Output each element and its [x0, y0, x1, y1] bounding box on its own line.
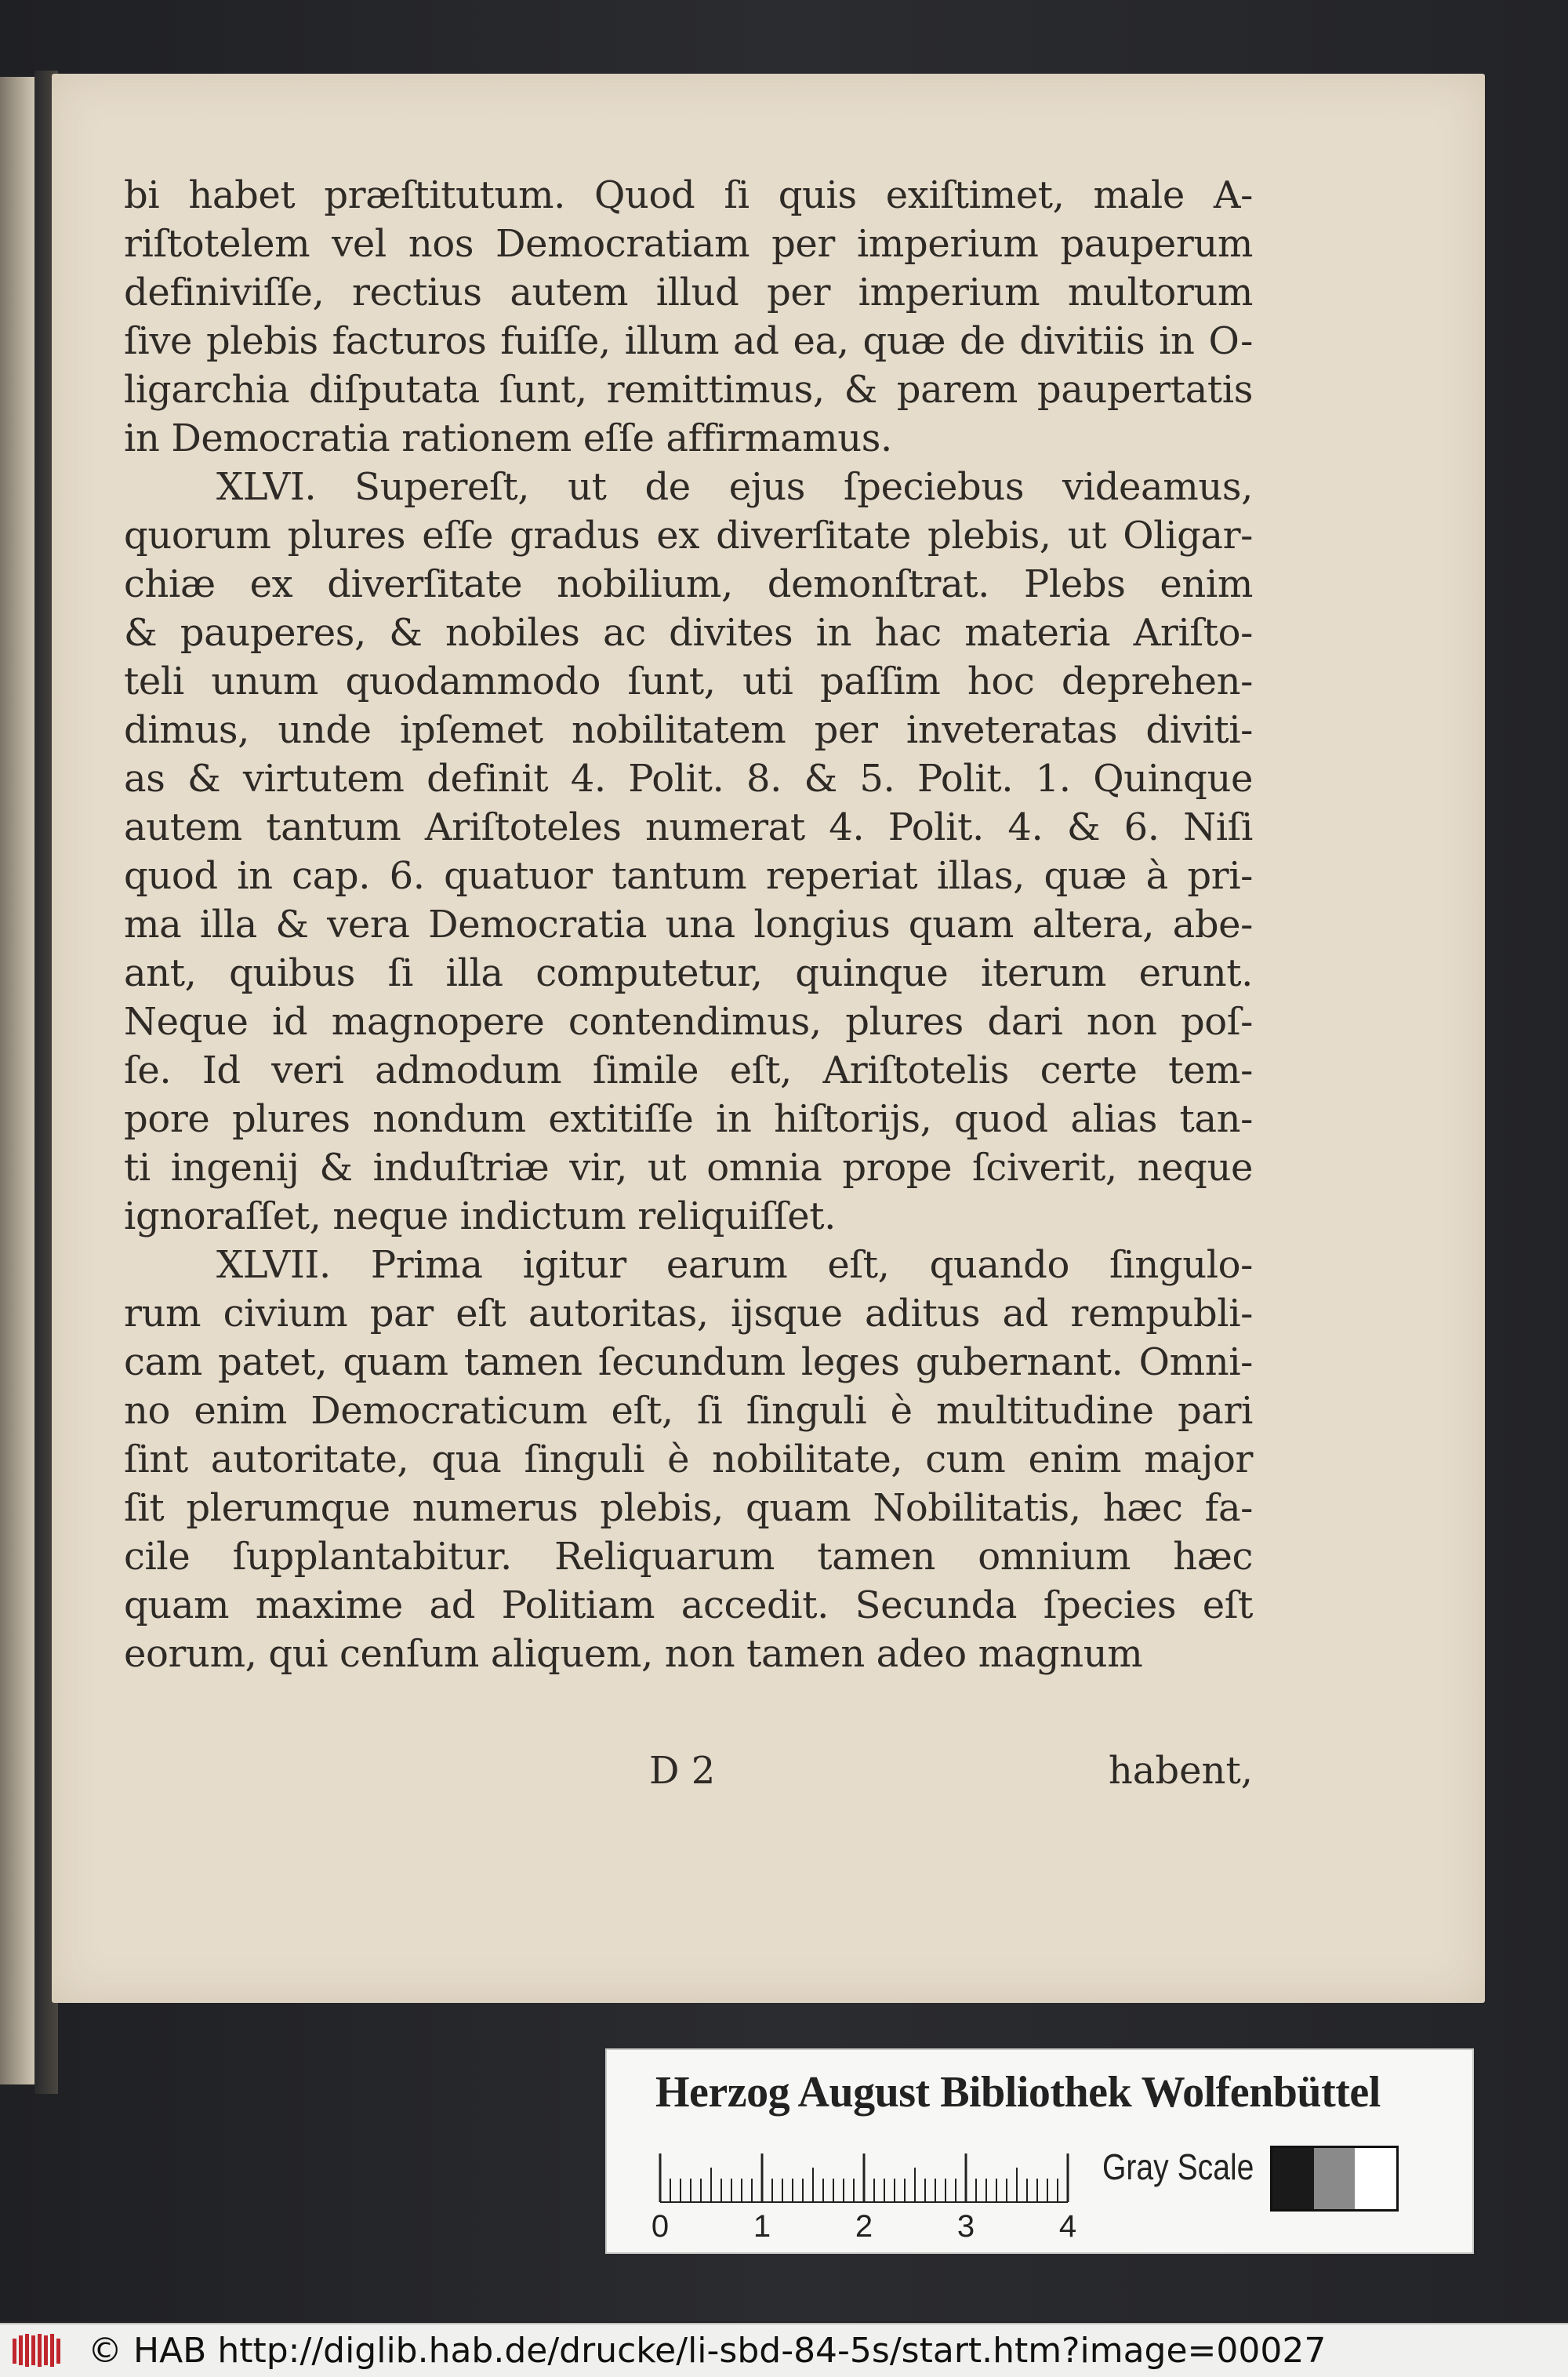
text-line: XLVI. Supereſt, ut de ejus ſpeciebus videamus,: [216, 465, 1253, 509]
ruler-number: 2: [855, 2209, 873, 2244]
text-line: eorum, qui cenſum aliquem, non tamen adeo magnum: [124, 1632, 1143, 1676]
text-line: in Democratia rationem eſſe affirmamus.: [124, 416, 892, 460]
text-line: quod in cap. 6. quatuor tantum reperiat illas, quæ à pri-: [124, 854, 1253, 898]
text-line: definiviſſe, rectius autem illud per imperium multorum: [124, 271, 1253, 314]
text-line: ſe. Id veri admodum ſimile eſt, Ariſtotelis certe tem-: [124, 1049, 1253, 1092]
text-line: ligarchia diſputata ſunt, remittimus, & parem paupertatis: [124, 368, 1253, 412]
text-line: as & virtutem definit 4. Polit. 8. & 5. Polit. 1. Quinque: [124, 757, 1253, 801]
ruler-number: 3: [956, 2209, 975, 2244]
text-line: no enim Democraticum eſt, ſi ſinguli è multitudine pari: [124, 1389, 1253, 1433]
page-text-block: [124, 171, 1253, 1678]
text-line: ſint autoritate, qua ſinguli è nobilitate, cum enim major: [124, 1437, 1253, 1481]
text-line: teli unum quodammodo ſunt, uti paſſim hoc deprehen-: [124, 660, 1253, 703]
gray-patch: [1355, 2148, 1396, 2209]
text-line: chiæ ex diverſitate nobilium, demonſtrat. Plebs enim: [124, 562, 1253, 606]
status-bar: [0, 2323, 1568, 2377]
copyright-url-text: © HAB http://diglib.hab.de/drucke/li-sbd-84-5s/start.htm?image=00027: [88, 2331, 1327, 2371]
text-line: XLVII. Prima igitur earum eſt, quando ſingulo-: [216, 1243, 1253, 1287]
text-line: & pauperes, & nobiles ac divites in hac materia Ariſto-: [124, 611, 1253, 655]
text-line: quorum plures eſſe gradus ex diverſitate plebis, ut Oligar-: [124, 514, 1253, 558]
text-line: ſit plerumque numerus plebis, quam Nobilitatis, hæc fa-: [124, 1486, 1253, 1530]
page-footer: [124, 1746, 1253, 1795]
grayscale-label: Gray Scale: [1102, 2146, 1254, 2187]
gray-patch: [1314, 2148, 1356, 2209]
text-line: Neque id magnopere contendimus, plures dari non poſ-: [124, 1000, 1253, 1044]
text-line: ignoraſſet, neque indictum reliquiſſet.: [124, 1194, 836, 1238]
text-line: cile ſupplantabitur. Reliquarum tamen omnium hæc: [124, 1535, 1253, 1579]
library-name: Herzog August Bibliothek Wolfenbüttel: [655, 2068, 1381, 2117]
text-line: cam patet, quam tamen ſecundum leges gubernant. Omni-: [124, 1340, 1253, 1384]
text-line: pore plures nondum extitiſſe in hiſtorijs, quod alias tan-: [124, 1097, 1253, 1141]
color-target-card: [605, 2048, 1474, 2254]
signature-mark: D 2: [649, 1749, 716, 1793]
text-line: quam maxime ad Politiam accedit. Secunda ſpecies eſt: [124, 1583, 1253, 1627]
text-line: autem tantum Ariſtoteles numerat 4. Polit. 4. & 6. Niſi: [124, 805, 1253, 849]
text-line: riſtotelem vel nos Democratiam per imperium pauperum: [124, 222, 1253, 266]
hab-logo-icon: [9, 2331, 66, 2370]
catchword: habent,: [1108, 1749, 1253, 1793]
text-line: ma illa & vera Democratia una longius quam altera, abe-: [124, 903, 1253, 947]
ruler-scale: [651, 2146, 1077, 2244]
book-page: [52, 74, 1485, 2003]
text-line: ſive plebis facturos fuiſſe, illum ad ea, quæ de divitiis in O-: [124, 319, 1253, 363]
ruler-number: 0: [651, 2209, 670, 2244]
text-line: dimus, unde ipſemet nobilitatem per inveteratas diviti-: [124, 708, 1253, 752]
text-line: ti ingenij & induſtriæ vir, ut omnia prope ſciverit, neque: [124, 1146, 1253, 1190]
text-line: ant, quibus ſi illa computetur, quinque iterum erunt.: [124, 951, 1253, 995]
gray-scale-patches: [1270, 2146, 1399, 2212]
gray-patch: [1272, 2148, 1314, 2209]
ruler-number: 1: [753, 2209, 771, 2244]
facing-page-edge: [0, 77, 38, 2084]
text-line: rum civium par eſt autoritas, ijsque aditus ad rempubli-: [124, 1292, 1253, 1336]
ruler-number: 4: [1058, 2209, 1077, 2244]
text-line: bi habet præſtitutum. Quod ſi quis exiſtimet, male A-: [124, 173, 1253, 217]
